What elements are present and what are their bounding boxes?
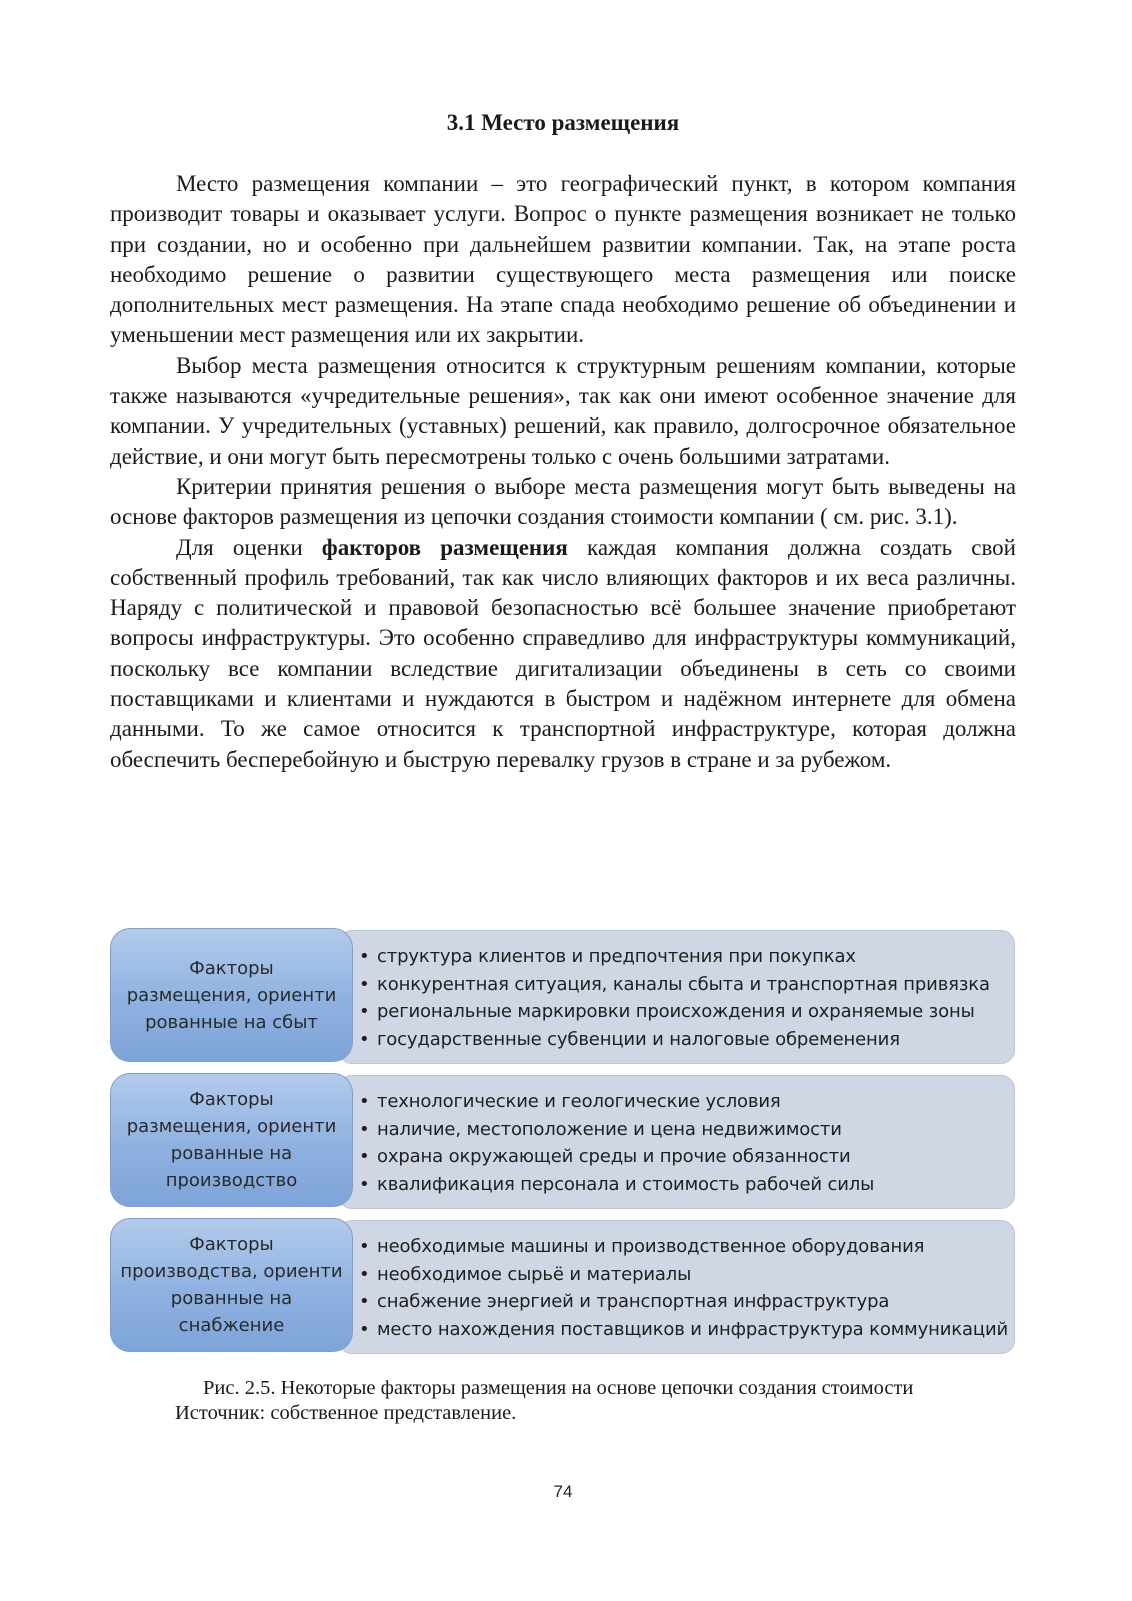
bold-term: факторов размещения [321, 534, 568, 560]
caption-title: Рис. 2.5. Некоторые факторы размещения на основе цепочки создания стоимости [203, 1377, 914, 1399]
body-text [110, 169, 1016, 775]
diagram-row-production [110, 1073, 1016, 1207]
factor-item: • наличие, местоположение и цена недвижимости [359, 1116, 1006, 1144]
diagram-row-sales [110, 928, 1016, 1062]
paragraph-text: Для оценки [176, 534, 322, 560]
section-heading: 3.1 Место размещения [446, 110, 680, 135]
factor-category-text: Факторы размещения, ориенти рованные на сбыт [126, 957, 337, 1033]
factor-category-label [110, 1218, 353, 1352]
paragraph [110, 169, 1016, 351]
factor-item: • необходимое сырьё и материалы [359, 1261, 1006, 1289]
factor-item: • конкурентная ситуация, каналы сбыта и транспортная привязка [359, 971, 1006, 999]
factor-list-box [338, 1075, 1015, 1209]
paragraph-text: каждая компания должна создать свой собственный профиль требований, так как число влияющих факторов и их веса различны. Наряду с политической и правовой безопасностью всё большее значение приобретают вопросы инфраструктуры. Это особенно справедливо для инфраструктуры коммуникаций, поскольку все компании вследствие дигитализации объединены в сеть со своими поставщиками и клиентами и нуждаются в быстром и надёжном интернете для обмена данными. То же самое относится к транспортной инфраструктуре, которая должна обеспечить бесперебойную и быструю перевалку грузов в стране и за рубежом. [110, 534, 1016, 772]
factor-list [359, 943, 1006, 1053]
factor-item: • снабжение энергией и транспортная инфраструктура [359, 1288, 1006, 1316]
factor-item: • технологические и геологические условия [359, 1088, 1006, 1116]
figure-caption [175, 1376, 1016, 1426]
paragraph-text: Критерии принятия решения о выборе места размещения могут быть выведены на основе факторов размещения из цепочки создания стоимости компании ( см. рис. 3.1). [110, 473, 1016, 530]
factor-list-box [338, 930, 1015, 1064]
factor-list [359, 1088, 1006, 1198]
factor-item: • место нахождения поставщиков и инфраструктура коммуникаций [359, 1316, 1006, 1344]
paragraph-text: Место размещения компании – это географический пункт, в котором компания производит товары и оказывает услуги. Вопрос о пункте размещения возникает не только при создании, но и особенно при дальнейшем развитии компании. Так, на этапе роста необходимо решение о развитии существующего места размещения или поиске дополнительных мест размещения. На этапе спада необходимо решение об объединении и уменьшении мест размещения или их закрытии. [110, 171, 1016, 348]
paragraph [110, 533, 1016, 775]
factor-item: • квалификация персонала и стоимость рабочей силы [359, 1171, 1006, 1199]
factor-list [359, 1233, 1009, 1343]
paragraph-text: Выбор места размещения относится к структурным решениям компании, которые также называются «учредительные решения», так как они имеют особенное значение для компании. У учредительных (уставных) решений, как правило, долгосрочное обязательное действие, и они могут быть пересмотрены только с очень большими затратами. [110, 352, 1016, 469]
factor-item: • региональные маркировки происхождения и охраняемые зоны [359, 998, 1006, 1026]
diagram-row-supply [110, 1218, 1016, 1352]
factor-list-box [338, 1220, 1015, 1354]
factor-item: • охрана окружающей среды и прочие обязанности [359, 1143, 1006, 1171]
paragraph [110, 351, 1016, 472]
page-number: 74 [553, 1482, 573, 1501]
factor-category-text: Факторы производства, ориенти рованные на снабжение [120, 1234, 343, 1336]
factor-category-text: Факторы размещения, ориенти рованные на производство [126, 1089, 337, 1191]
factor-category-label [110, 1073, 353, 1207]
factor-item: • необходимые машины и производственное оборудования [359, 1233, 1006, 1261]
location-factors-diagram [110, 928, 1016, 1360]
caption-source: Источник: собственное представление. [175, 1402, 517, 1424]
factor-item: • государственные субвенции и налоговые обременения [359, 1026, 1006, 1054]
factor-item: • структура клиентов и предпочтения при покупках [359, 943, 1006, 971]
paragraph [110, 472, 1016, 533]
factor-category-label [110, 928, 353, 1062]
